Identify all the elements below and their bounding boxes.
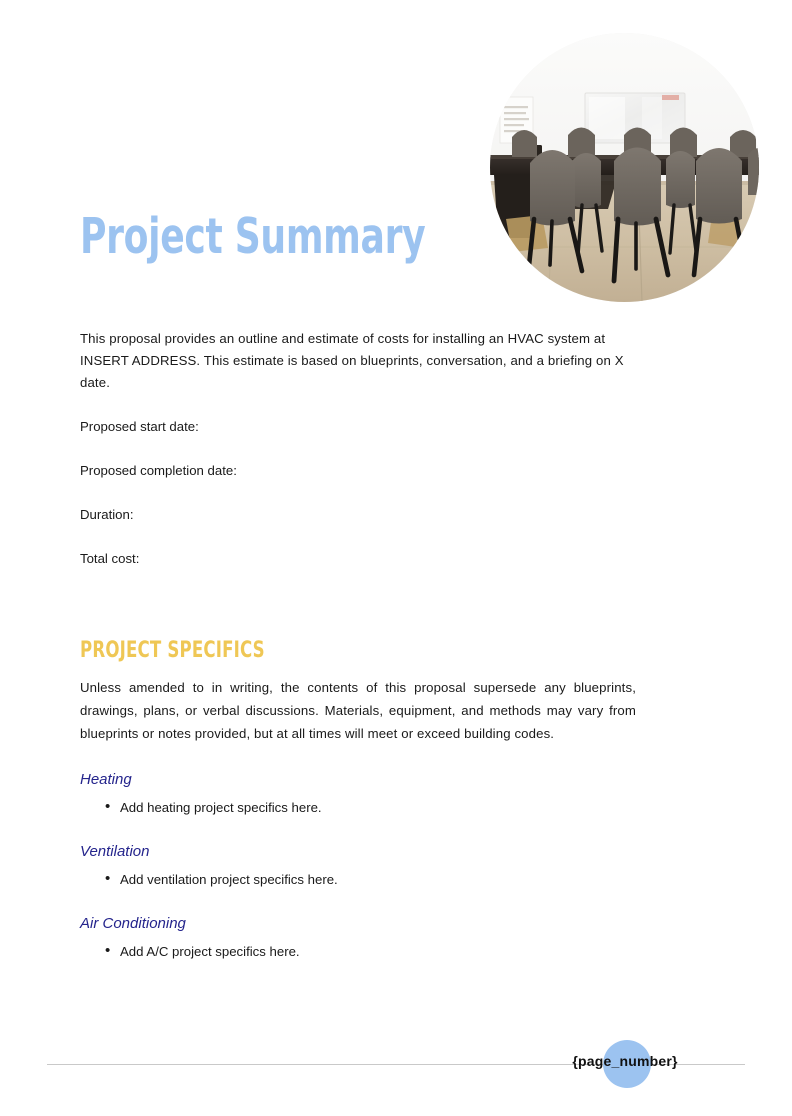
list-item: • Add heating project specifics here. bbox=[80, 797, 636, 819]
subheading-heating: Heating bbox=[80, 771, 132, 788]
intro-paragraph: This proposal provides an outline and estimate of costs for installing an HVAC system at INSERT ADDRESS. This estimate is based on blueprints, conversation, and a briefing on X date. bbox=[80, 331, 624, 390]
subheading-ventilation: Ventilation bbox=[80, 843, 150, 860]
field-proposed-start-date: Proposed start date: bbox=[80, 419, 199, 434]
field-duration: Duration: bbox=[80, 507, 134, 522]
project-specifics-paragraph: Unless amended to in writing, the contents of this proposal supersede any blueprints, drawings, plans, or verbal discussions. Materials, equipment, and methods may vary from blueprints or notes provided, but at all times will meet or exceed building codes. bbox=[80, 680, 636, 741]
list-item: • Add A/C project specifics here. bbox=[80, 941, 636, 963]
project-summary-section bbox=[80, 328, 636, 570]
page-title: Project Summary bbox=[80, 208, 426, 265]
subsection-air-conditioning bbox=[80, 915, 636, 963]
bullet-list-ventilation bbox=[80, 869, 636, 891]
list-item: • Add ventilation project specifics here. bbox=[80, 869, 636, 891]
field-proposed-completion-date: Proposed completion date: bbox=[80, 463, 237, 478]
page-footer bbox=[0, 1040, 792, 1100]
conference-room-illustration bbox=[490, 33, 759, 302]
field-total-cost: Total cost: bbox=[80, 551, 140, 566]
bullet-list-heating bbox=[80, 797, 636, 819]
project-specifics-section bbox=[80, 676, 636, 963]
subsection-ventilation bbox=[80, 843, 636, 891]
hero-image-conference-room bbox=[490, 33, 759, 302]
bullet-list-air-conditioning bbox=[80, 941, 636, 963]
section-heading-project-specifics: PROJECT SPECIFICS bbox=[80, 638, 265, 663]
subheading-air-conditioning: Air Conditioning bbox=[80, 915, 186, 932]
subsection-heating bbox=[80, 771, 636, 819]
page-number-placeholder: {page_number} bbox=[572, 1053, 678, 1069]
